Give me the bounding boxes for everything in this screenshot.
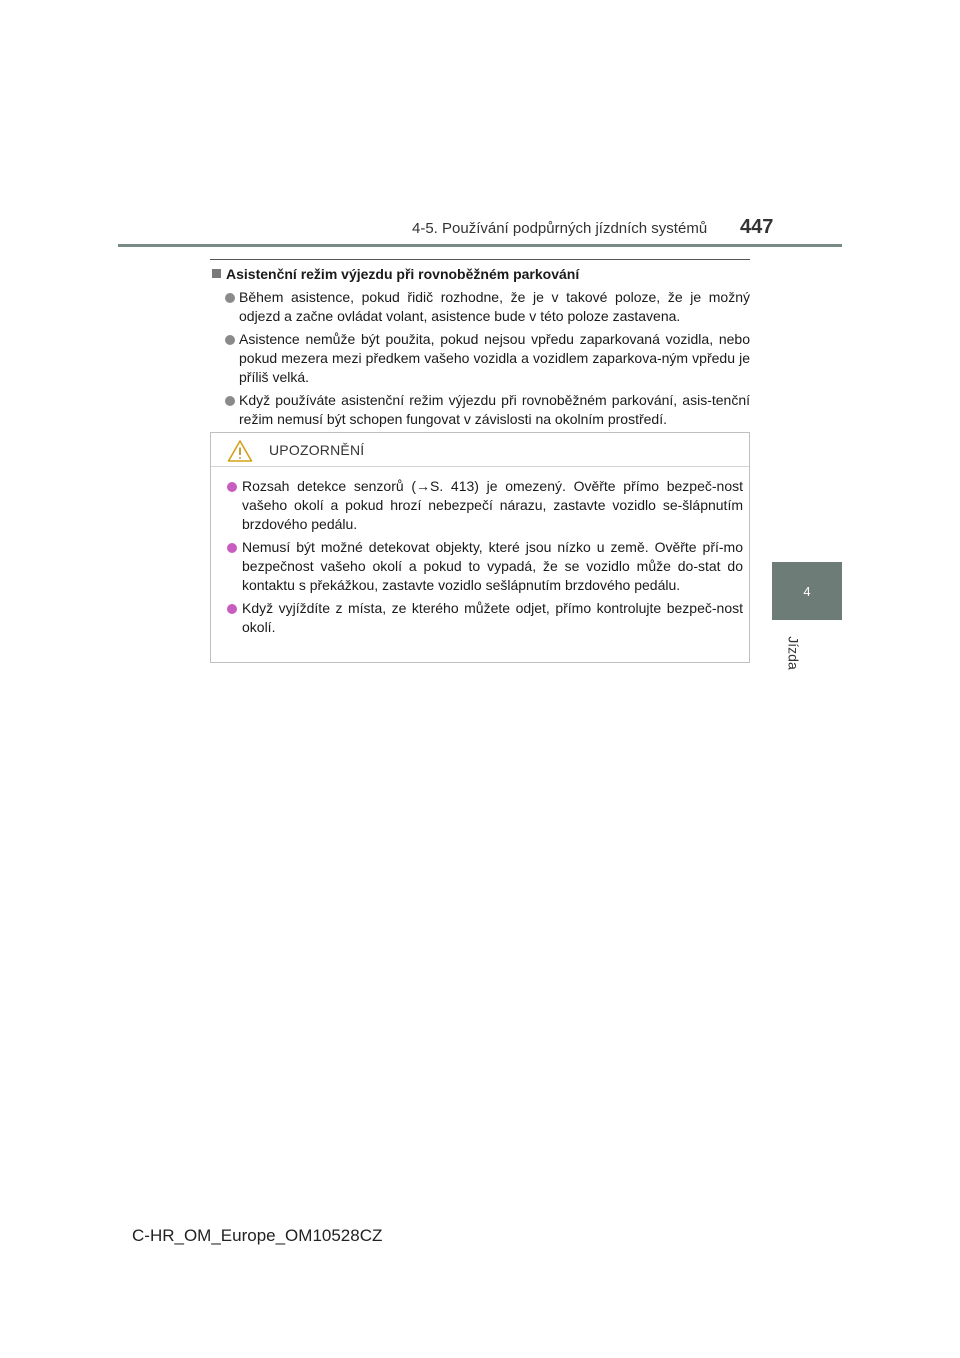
square-bullet-icon — [212, 269, 221, 278]
bullet-dot-icon — [227, 482, 237, 492]
list-item-text: Když používáte asistenční režim výjezdu při rovnoběžném parkování, asis-tenční režim nemusí být schopen fungovat v závislosti na okolním prostředí. — [239, 392, 750, 427]
bullet-dot-icon — [227, 543, 237, 553]
chapter-label: Jízda — [786, 636, 802, 670]
side-label — [786, 632, 802, 674]
list-item-text: Během asistence, pokud řidič rozhodne, že je v takové poloze, že je možný odjezd a začne ovládat volant, asistence bude v této poloze zastavena. — [239, 289, 750, 324]
warning-list — [227, 477, 743, 641]
warning-divider — [211, 466, 749, 467]
warning-item — [227, 477, 743, 534]
chapter-title: 4-5. Používání podpůrných jízdních systémů — [412, 220, 708, 237]
list-item-text: Asistence nemůže být použita, pokud nejsou vpředu zaparkovaná vozidla, nebo pokud mezera mezi předkem vašeho vozidla a vozidlem zaparkova-ným vpředu je příliš velká. — [239, 331, 750, 385]
list-item — [210, 288, 750, 326]
section-heading — [210, 266, 750, 282]
bullet-dot-icon — [225, 335, 235, 345]
warning-item-text: Nemusí být možné detekovat objekty, které jsou nízko u země. Ověřte pří-mo bezpečnost vašeho okolí a pokud to vypadá, že se vozidlo může do-stat do kontaktu s překážkou, zastavte vozidlo sešlápnutím brzdového pedálu. — [242, 539, 743, 593]
document-code: C-HR_OM_Europe_OM10528CZ — [132, 1226, 383, 1245]
section — [210, 266, 750, 433]
warning-item-text: Když vyjíždíte z místa, ze kterého můžete odjet, přímo kontrolujte bezpeč-nost okolí. — [242, 600, 743, 635]
list-item — [210, 391, 750, 429]
chapter-number: 4 — [803, 583, 811, 599]
list-item — [210, 330, 750, 387]
chapter-tab — [772, 562, 842, 620]
bullet-dot-icon — [225, 293, 235, 303]
warning-triangle-icon — [227, 439, 253, 463]
warning-box — [210, 432, 750, 663]
bullet-dot-icon — [225, 396, 235, 406]
page-number: 447 — [740, 216, 774, 238]
section-rule — [210, 259, 750, 260]
warning-item — [227, 599, 743, 637]
warning-item-text: Rozsah detekce senzorů (→S. 413) je omezený. Ověřte přímo bezpeč-nost vašeho okolí a pokud hrozí nebezpečí nárazu, zastavte vozidlo se-šlápnutím brzdového pedálu. — [242, 478, 743, 532]
warning-title: UPOZORNĚNÍ — [269, 442, 365, 458]
section-heading-text: Asistenční režim výjezdu při rovnoběžném parkování — [226, 266, 580, 282]
warning-item — [227, 538, 743, 595]
bullet-dot-icon — [227, 604, 237, 614]
header-rule — [118, 244, 842, 247]
